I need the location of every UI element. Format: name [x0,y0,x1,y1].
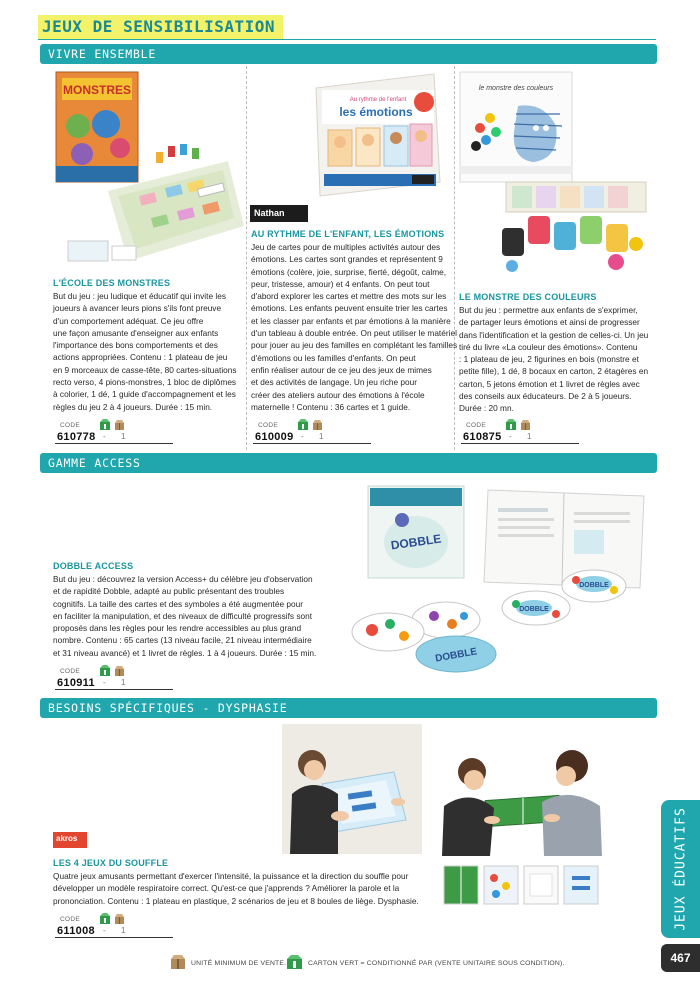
product-image-ecole-des-monstres [48,66,244,271]
quantity: 1 [121,678,126,687]
box-icon [114,418,125,429]
product-code: 610778 [57,431,96,443]
green-carton-icon [505,418,517,430]
product-title: AU RYTHME DE L'ENFANT, LES ÉMOTIONS [251,229,445,239]
product-code: 611008 [57,925,95,937]
side-tab-jeux-educatifs: JEUX ÉDUCATIFS [661,800,700,938]
product-description: But du jeu : jeu ludique et éducatif qui invite les joueurs à avancer leurs pions s'ils font preuve d'un comportement adéquat. Ce jeu offre une façon amusante d'enseigner aux enfants l'importance des bons comportements et des actions appropriées. Contenu : 1 plateau de jeu en 9 morceaux de casse-tête, 80 cartes-situations recto verso, 4 pions-monstres, 1 bloc de diplômes à colorier, 1 dé, 1 guide d'accompagnement et les règles du jeu 2 à 4 joueurs. Durée : 15 min. [53,291,237,412]
product-code-block: CODE 610875 - 1 [461,422,579,452]
product-code: 610875 [463,431,502,443]
product-image-monstre-des-couleurs [456,66,656,286]
box-subtitle: Au rythme de l'enfant [349,97,407,103]
product-code-block: CODE 610778 - 1 [55,422,173,452]
quantity: 1 [319,432,324,441]
section-vivre-ensemble: VIVRE ENSEMBLE [40,44,657,64]
product-description: But du jeu : découvrez la version Access+ du célèbre jeu d'observation et de rapidité Dobble, adapté au public présentant des troubles cognitifs. La taille des cartes et des symboles a été augmentée pour en faciliter la manipulation, et des niveaux de difficulté progressifs sont proposés dans les règles pour les rendre accessibles au plus grand nombre. Contenu : 65 cartes (13 niveau facile, 21 niveau intermédiaire et 31 niveau avancé) et 1 livret de règles. 1 à 4 joueurs. Durée : 15 min. [53,574,317,658]
green-carton-icon [297,418,309,430]
quantity: 1 [121,432,126,441]
brand-logo-akros: akros [53,832,87,848]
product-title: L'ÉCOLE DES MONSTRES [53,278,171,288]
product-description: Quatre jeux amusants permettant d'exercer l'intensité, la puissance et la direction du souffle pour développer un modèle respiratoire correct. Qu'est-ce que j'apprends ? Améliorer la parole et la prononciation. Contenu : 1 plateau en plastique, 2 scénarios de jeu et 8 boules de liège. Dysphasie. [53,871,419,906]
product-description: But du jeu : permettre aux enfants de s'exprimer, de partager leurs émotions et ainsi de progresser dans l'identification et la gestion de celles-ci. Un jeu tiré du livre «La couleur des émotions». Contenu : 1 plateau de jeu, 2 figurines en bois (monstre et petite fille), 1 dé, 8 bocaux en carton, 2 étagères en carton, 5 jetons émotion et 1 livret de règles avec des conseils aux éducateurs. De 2 à 5 joueurs. Durée : 20 mn. [459,305,649,414]
title-divider [38,39,656,40]
box-icon [114,912,125,923]
product-title: DOBBLE ACCESS [53,561,134,571]
code-label: CODE [60,916,80,923]
product-photo-children-playing [432,736,612,856]
quantity: 1 [527,432,532,441]
svg-text:DOBBLE: DOBBLE [519,606,549,613]
box-title: les émotions [339,105,413,119]
section-besoins-specifiques: BESOINS SPÉCIFIQUES - DYSPHASIE [40,698,657,718]
box-title: le monstre des couleurs [478,85,554,92]
section-gamme-access: GAMME ACCESS [40,453,657,473]
product-thumbnails [442,862,602,908]
page-title: JEUX DE SENSIBILISATION [38,15,283,39]
box-icon [520,418,531,429]
column-divider [246,66,247,450]
green-carton-icon [286,954,303,972]
box-icon [114,664,125,675]
box-title: MONSTRES [62,83,132,97]
product-title: LE MONSTRE DES COULEURS [459,292,597,302]
code-label: CODE [60,422,80,429]
box-icon [170,954,186,972]
quantity: 1 [121,926,126,935]
product-image-les-emotions [306,70,444,200]
legend-item-unit: UNITÉ MINIMUM DE VENTE. [170,954,286,972]
brand-logo-nathan: Nathan [250,205,308,222]
product-photo-boy-blowing [282,724,422,854]
green-carton-icon [99,664,111,676]
product-description: Jeu de cartes pour de multiples activités autour des émotions. Les cartes sont grandes et représentent 9 émotions (colère, joie, surprise, fierté, dégoût, calme, peur, tristesse, amour) et 4 enfants. On peut tout d'abord explorer les cartes et mettre des mots sur les émotions. Les enfants peuvent ensuite trier les cartes et les classer par enfants et par émotions à la manière d'un tableau à double entrée. On peut utiliser le matériel pour jouer au jeu des familles en complétant les familles d'émotions ou les familles d'enfants. On peut enfin réaliser autour de ce jeu des jeux de mimes et des activités de langage. Un jeu riche pour créer des ateliers autour des émotions à l'école maternelle ! Contenu : 36 cartes et 1 guide. [251,242,458,412]
code-label: CODE [258,422,278,429]
svg-text:DOBBLE: DOBBLE [579,582,609,589]
legend-item-green-carton: CARTON VERT = CONDITIONNÉ PAR (VENTE UNITAIRE SOUS CONDITION). [286,954,565,972]
box-icon [312,418,323,429]
product-title: LES 4 JEUX DU SOUFFLE [53,858,169,868]
product-code-block: CODE 611008 - 1 [55,916,173,946]
card-label: DOBBLE [434,646,479,665]
product-code: 610911 [57,677,95,689]
page-number: 467 [661,944,700,972]
product-image-dobble-access [348,480,653,675]
box-title: DOBBLE [389,531,443,553]
product-code-block: CODE 610009 - 1 [253,422,371,452]
product-code: 610009 [255,431,294,443]
green-carton-icon [99,912,111,924]
code-label: CODE [466,422,486,429]
product-code-block: CODE 610911 - 1 [55,668,173,698]
code-label: CODE [60,668,80,675]
green-carton-icon [99,418,111,430]
